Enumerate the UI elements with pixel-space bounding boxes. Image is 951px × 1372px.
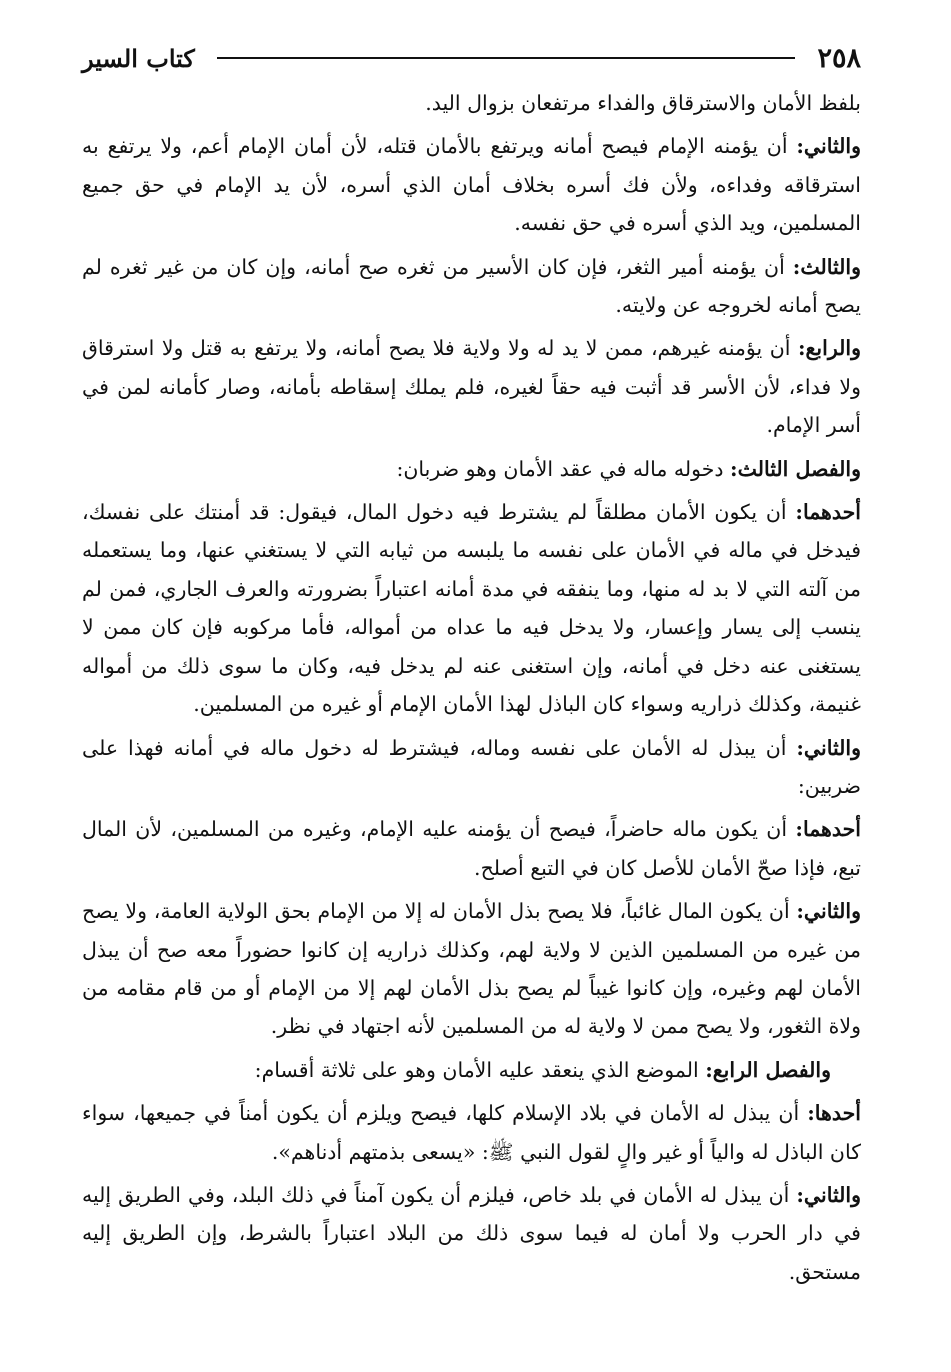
header-rule: [217, 57, 796, 59]
paragraph-lead: والفصل الرابع:: [705, 1057, 831, 1082]
paragraph-text: الموضع الذي ينعقد عليه الأمان وهو على ثلاثة أقسام:: [254, 1057, 706, 1082]
paragraph: [82, 729, 861, 806]
paragraph-text: أن يؤمنه الإمام فيصح أمانه ويرتفع بالأمان قتله، لأن أمان الإمام أعم، ولا يرتفع به استرقاقه وفداءه، ولأن فك أسره بخلاف أمان الذي أسره، لأن يد الإمام في حق جميع المسلمين، ويد الذي أسره في حق نفسه.: [82, 134, 861, 236]
paragraph-lead: والثاني:: [796, 134, 861, 159]
running-title: كتاب السير: [82, 43, 195, 73]
paragraph-lead: والثالث:: [792, 254, 861, 279]
paragraph: [82, 892, 861, 1046]
paragraph-lead: أحدهما:: [795, 500, 861, 525]
paragraph-text: بلفظ الأمان والاسترقاق والفداء مرتفعان بزوال اليد.: [425, 91, 861, 115]
paragraph: [82, 329, 861, 444]
paragraph-text: أن يكون المال غائباً، فلا يصح بذل الأمان له إلا من الإمام بحق الولاية العامة، ولا يصح من غيره من المسلمين الذين لا ولاية لهم، وكذلك ذراريه إن كانوا حضوراً معه صح أن يبذل الأمان لهم وغيره، وإن كانوا غيباً لم يصح بذل الأمان لهم إلا من الإمام أو من قام مقامه من ولاة الثغور، ولا يصح ممن لا ولاية له من المسلمين لأنه اجتهاد في نظر.: [82, 899, 861, 1039]
paragraph-text: أن يكون ماله حاضراً، فيصح أن يؤمنه عليه الإمام، وغيره من المسلمين، لأن المال تبع، فإذا صحّ الأمان للأصل كان في التبع أصلح.: [82, 817, 861, 880]
paragraph-text: أن يؤمنه أمير الثغر، فإن كان الأسير من ثغره صح أمانه، وإن كان من غير ثغره لم يصح أمانه لخروجه عن ولايته.: [82, 254, 861, 318]
paragraph-text: أن يبذل له الأمان في بلد خاص، فيلزم أن يكون آمناً في ذلك البلد، وفي الطريق إليه في دار الحرب ولا أمان له فيما سوى ذلك من البلاد اعتباراً بالشرط، وإن الطريق إليه مستحق.: [82, 1182, 861, 1284]
paragraph-text: أن يكون الأمان مطلقاً لم يشترط فيه دخول المال، فيقول: قد أمنتك على نفسك، فيدخل في ماله في الأمان على نفسه ما يلبسه من ثيابه التي لا يستغني عنها، وما يستعمله من آلته التي لا بد له منها، وما ينفقه في مدة أمانه اعتباراً بضرورته والعرف الجاري، فمن لم ينسب إلى يسار وإعسار، ولا يدخل فيه ما عداه من أمواله، فأما مركوبه فإن كان ممن لا يستغنى عنه دخل في أمانه، وإن استغنى عنه لم يدخل فيه، وكان ما سوى ذلك من أمواله غنيمة، وكذلك ذراريه وسواء كان الباذل لهذا الأمان الإمام أو غيره من المسلمين.: [82, 500, 861, 717]
paragraph-lead: والرابع:: [797, 336, 861, 361]
page-body: [82, 84, 861, 1291]
paragraph: [82, 248, 861, 325]
paragraph: [82, 1176, 861, 1291]
paragraph-lead: أحدهما:: [795, 817, 861, 842]
paragraph-lead: والثاني:: [796, 735, 861, 760]
paragraph-lead: والثاني:: [796, 1182, 861, 1207]
paragraph-text: أن يؤمنه غيرهم، ممن لا يد له ولا ولاية فلا يصح أمانه، ولا يرتفع به قتل ولا استرقاق ولا فداء، لأن الأسر قد أثبت فيه حقاً لغيره، فلم يملك إسقاطه بأمانه، وصار كأمانه لمن في أسر الإمام.: [82, 336, 861, 438]
paragraph-text: أن يبذل له الأمان على نفسه وماله، فيشترط له دخول ماله في أمانه فهذا على ضربين:: [82, 735, 861, 798]
page-number: ٢٥٨: [817, 42, 861, 74]
paragraph: [82, 84, 861, 122]
paragraph: [82, 810, 861, 887]
paragraph: [82, 450, 861, 488]
paragraph: [82, 1051, 861, 1089]
paragraph-text: أن يبذل له الأمان في بلاد الإسلام كلها، فيصح ويلزم أن يكون أمناً في جميعها، سواء كان الباذل له والياً أو غير والٍ لقول النبي ﷺ: «يسعى بذمتهم أدناهم».: [82, 1101, 861, 1164]
paragraph-lead: أحدها:: [807, 1101, 861, 1126]
page-header: [82, 34, 861, 82]
paragraph-lead: والثاني:: [796, 899, 861, 924]
paragraph-lead: والفصل الثالث:: [730, 456, 861, 481]
paragraph: [82, 1094, 861, 1171]
paragraph: [82, 493, 861, 723]
paragraph-text: دخوله ماله في عقد الأمان وهو ضربان:: [396, 456, 731, 481]
paragraph: [82, 127, 861, 242]
